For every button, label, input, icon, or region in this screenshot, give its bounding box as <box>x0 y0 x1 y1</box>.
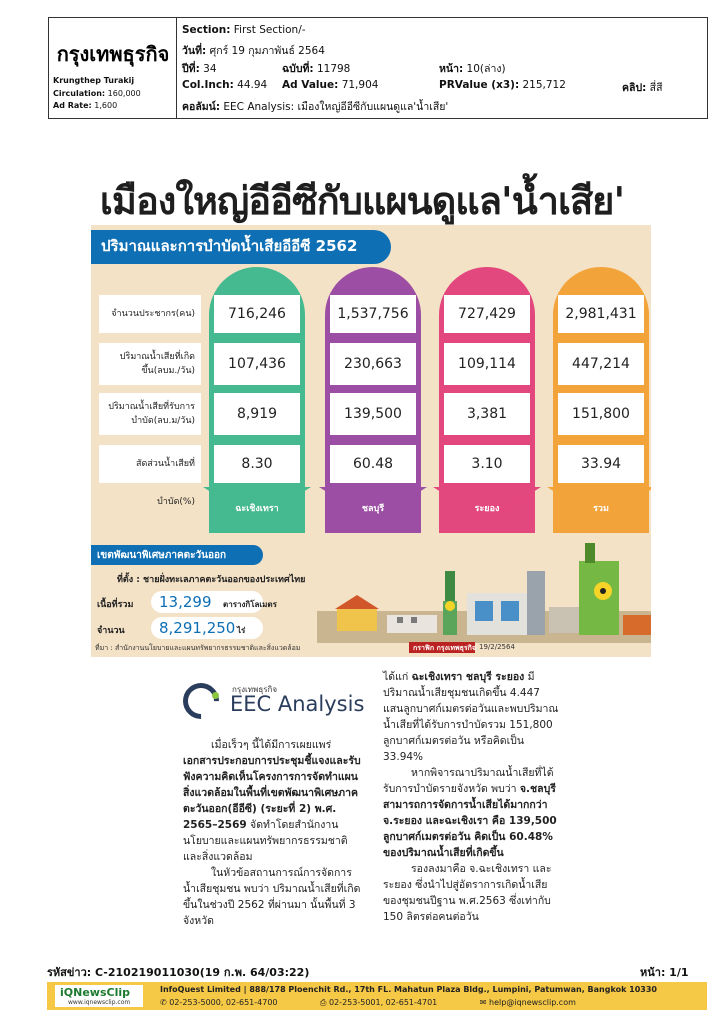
area-unit: ตารางกิโลเมตร <box>223 600 277 609</box>
sez-location: ที่ตั้ง : ชายฝั่งทะเลภาคตะวันออกของประเทศไทย <box>117 575 306 585</box>
cell-value: 230,663 <box>330 343 416 385</box>
cell-value: 8,919 <box>214 393 300 435</box>
logo-publication: กรุงเทพธุรกิจ <box>232 685 278 694</box>
cell-value: 151,800 <box>558 393 644 435</box>
label-total: รวม <box>593 504 609 514</box>
area-value: 13,299 <box>159 593 212 611</box>
graphic-credit: กราฟิก กรุงเทพธุรกิจ <box>413 644 476 652</box>
iqnewsclip-url[interactable]: www.iqnewsclip.com <box>68 999 131 1006</box>
amphoe-unit: ไร่ <box>237 626 246 635</box>
fax: ⎙ 02-253-5001, 02-651-4701 <box>320 998 438 1007</box>
article-paragraph: ในหัวข้อสถานการณ์การจัดการน้ำเสียชุมชน พบว่า ปริมาณน้ำเสียที่เกิดขึ้นในช่วงปี 2562 ที่ผ่านมา นั้นพื้นที่ 3 จังหวัด <box>183 867 361 927</box>
cell-value: 60.48 <box>330 445 416 483</box>
article-paragraph: รองลงมาคือ จ.ฉะเชิงเทรา และระยอง ซึ่งนำไปสู่อัตราการเกิดน้ำเสียของชุมชนปีฐาน พ.ศ.2563 ซึ่งเท่ากับ 150 ลิตรต่อคนต่อวัน <box>383 863 552 923</box>
headline: เมืองใหญ่อีอีซีกับแผนดูแล'น้ำเสีย' <box>99 179 625 223</box>
row-label-wastewater: ปริมาณน้ำเสียที่เกิดขึ้น(ลบม./วัน) <box>99 343 201 385</box>
phone: ✆ 02-253-5000, 02-651-4700 <box>160 998 278 1007</box>
eec-analysis-logo: EEC Analysis <box>230 692 365 716</box>
circulation: Circulation: 160,000 <box>53 89 141 98</box>
row-label-treated: ปริมาณน้ำเสียที่รับการบำบัด(ลบ.ม/วัน) <box>99 393 201 435</box>
cell-value: 3,381 <box>444 393 530 435</box>
label-chonburi: ชลบุรี <box>361 504 385 514</box>
cell-value: 8.30 <box>214 445 300 483</box>
article-paragraph: เมื่อเร็วๆ นี้ได้มีการเผยแพร่เอกสารประกอบการประชุมชี้แจงและรับฟังความคิดเห็นโครงการการจัดทำแผนสิ่งแวดล้อมในพื้นที่เขตพัฒนาพิเศษภาคตะวันออก(อีอีซี) (ระยะที่ 2) พ.ศ. 2565–2569 จัดทำโดยสำนักงานนโยบายและแผนทรัพยากรธรรมชาติและสิ่งแวดล้อม <box>183 739 361 863</box>
row-label-ratio: สัดส่วนน้ำเสียที่บำบัด(%) <box>99 445 201 483</box>
page-count: หน้า: 1/1 <box>640 966 689 979</box>
eec-logo-icon <box>176 676 227 727</box>
amphoe-label: จำนวน <box>97 626 125 636</box>
cell-value: 2,981,431 <box>558 295 644 333</box>
cell-value: 1,537,756 <box>330 295 416 333</box>
email[interactable]: ✉ help@iqnewsclip.com <box>479 998 576 1007</box>
colinch-row: Col.Inch: 44.94 <box>182 79 268 91</box>
area-label: เนื้อที่รวม <box>97 600 134 610</box>
label-chachoengsao: ฉะเชิงเทรา <box>235 504 279 514</box>
clip-header <box>48 17 708 119</box>
date-row: วันที่: ศุกร์ 19 กุมภาพันธ์ 2564 <box>182 45 325 57</box>
article-paragraph: ได้แก่ ฉะเชิงเทรา ชลบุรี ระยอง มีปริมาณน้ำเสียชุมชนเกิดขึ้น 4.447 แสนลูกบาศก์เมตรต่อวันและพบปริมาณน้ำเสียที่ได้รับการบำบัดรวม 151,800 ลูกบาศก์เมตรต่อวัน หรือคิดเป็น 33.94% <box>383 671 559 763</box>
cell-value: 716,246 <box>214 295 300 333</box>
cell-value: 3.10 <box>444 445 530 483</box>
article-column-2 <box>383 669 563 925</box>
publication-title: กรุงเทพธุรกิจ <box>56 42 170 66</box>
news-id: รหัสข่าว: C-210219011030(19 ก.พ. 64/03:22) <box>47 966 310 979</box>
amphoe-value: 8,291,250 <box>159 619 236 637</box>
clip-meta <box>177 18 707 118</box>
article-paragraph: หากพิจารณาปริมาณน้ำเสียที่ได้รับการบำบัดรายจังหวัด พบว่า จ.ชลบุรีสามารถการจัดการน้ำเสียได้มากกว่าจ.ระยอง และฉะเชิงเรา คือ 139,500 ลูกบาศก์เมตรต่อวัน คิดเป็น 60.48% ของปริมาณน้ำเสียที่เกิดขึ้น <box>383 767 557 859</box>
cell-value: 727,429 <box>444 295 530 333</box>
eec-logo-dot <box>212 692 219 699</box>
column-row: คอลัมน์: EEC Analysis: เมืองใหญ่อีอีซีกับแผนดูแล'น้ำเสีย' <box>182 101 449 113</box>
cell-value: 139,500 <box>330 393 416 435</box>
infographic-title: ปริมาณและการบำบัดน้ำเสียอีอีซี 2562 <box>101 237 358 255</box>
clip-row: คลิป: สี่สี <box>622 82 663 94</box>
publication-en: Krungthep Turakij <box>53 76 135 85</box>
cell-value: 33.94 <box>558 445 644 483</box>
label-rayong: ระยอง <box>474 504 500 514</box>
ad-rate: Ad Rate: 1,600 <box>53 101 118 110</box>
infographic <box>91 225 651 657</box>
row-label-population: จำนวนประชากร(คน) <box>99 295 201 333</box>
cell-value: 447,214 <box>558 343 644 385</box>
section-row: Section: First Section/- <box>182 24 306 36</box>
issue-row: ฉบับที่: 11798 <box>282 63 351 75</box>
contact-info <box>160 998 616 1008</box>
company-address: InfoQuest Limited | 888/178 Ploenchit Rd., 17th FL. Mahatun Plaza Bldg., Lumpini, Patumwan, Bangkok 10330 <box>160 985 657 994</box>
cell-value: 109,114 <box>444 343 530 385</box>
sez-title: เขตพัฒนาพิเศษภาคตะวันออก <box>97 550 227 561</box>
page-row: หน้า: 10(ล่าง) <box>439 63 506 75</box>
prvalue-row: PRValue (x3): 215,712 <box>439 79 566 91</box>
source-note: ที่มา : สำนักงานนโยบายและแผนทรัพยากรธรรมชาติและสิ่งแวดล้อม <box>95 644 301 652</box>
year-row: ปีที่: 34 <box>182 63 217 75</box>
publication-box <box>49 18 177 118</box>
industrial-illustration <box>317 531 651 643</box>
graphic-date: 19/2/2564 <box>479 643 515 651</box>
iqnewsclip-logo[interactable]: iQNewsClip <box>60 986 130 999</box>
cell-value: 107,436 <box>214 343 300 385</box>
advalue-row: Ad Value: 71,904 <box>282 79 379 91</box>
article-column-1 <box>183 737 361 929</box>
